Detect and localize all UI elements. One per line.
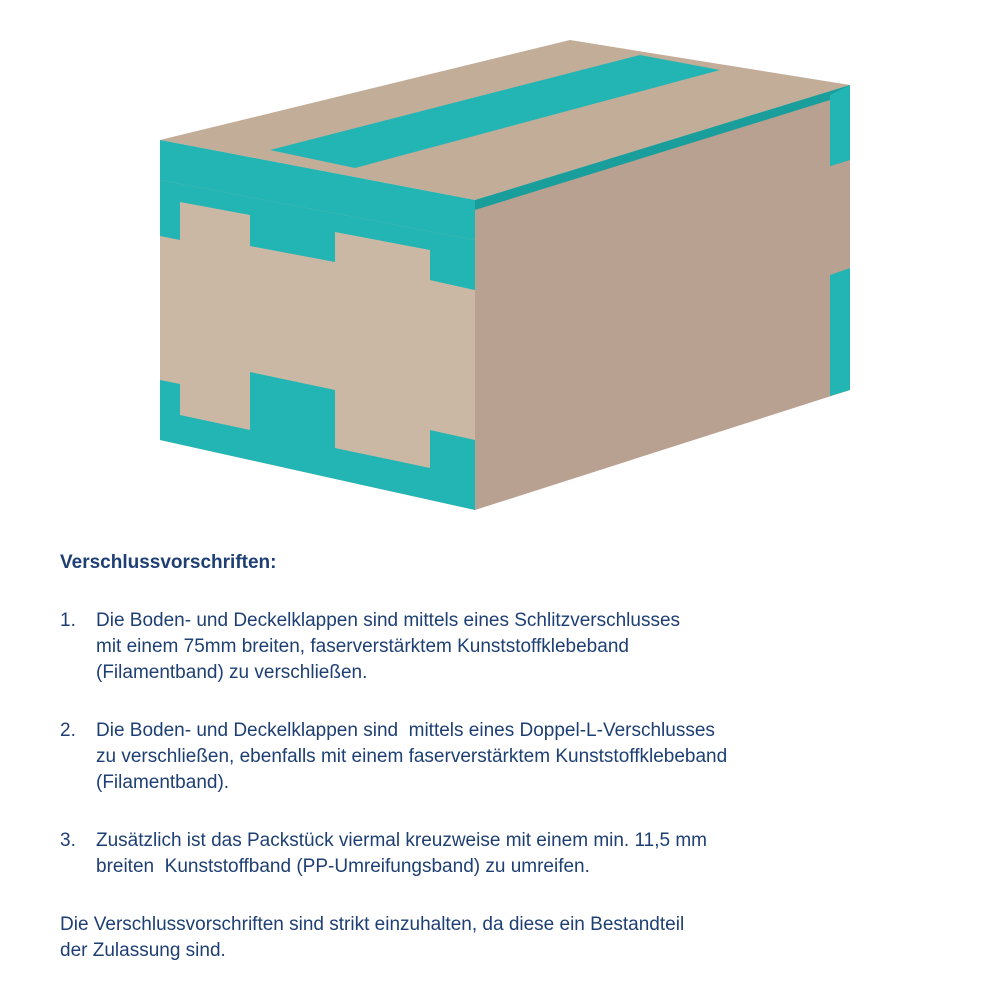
instructions-heading: Verschlussvorschriften: — [60, 552, 277, 573]
rule-text — [96, 608, 960, 686]
rule-line: (Filamentband). — [96, 772, 230, 793]
rule-line: breiten Kunststoffband (PP-Umreifungsband) zu umreifen. — [96, 856, 590, 877]
rule-text — [96, 718, 960, 796]
rule-number: 1. — [60, 610, 76, 631]
rule-line: (Filamentband) zu verschließen. — [96, 662, 368, 683]
rule-line: mit einem 75mm breiten, faserverstärktem Kunststoffklebeband — [96, 636, 629, 657]
rule-line: Die Boden- und Deckelklappen sind mittels eines Doppel-L-Verschlusses — [96, 720, 715, 741]
closure-instructions — [60, 550, 960, 964]
rule-number: 2. — [60, 720, 76, 741]
side-corner-bottom-tape — [830, 268, 850, 396]
rule-text — [96, 828, 960, 880]
footer-note — [60, 912, 960, 964]
rule-3 — [60, 828, 960, 880]
rule-line: zu verschließen, ebenfalls mit einem faserverstärktem Kunststoffklebeband — [96, 746, 728, 767]
rule-1 — [60, 608, 960, 686]
footer-line: der Zulassung sind. — [60, 940, 226, 961]
side-corner-top-tape — [830, 85, 850, 166]
rule-number: 3. — [60, 830, 76, 851]
footer-line: Die Verschlussvorschriften sind strikt einzuhalten, da diese ein Bestandteil — [60, 914, 685, 935]
rule-line: Die Boden- und Deckelklappen sind mittels eines Schlitzverschlusses — [96, 610, 681, 631]
rule-2 — [60, 718, 960, 796]
rule-line: Zusätzlich ist das Packstück viermal kreuzweise mit einem min. 11,5 mm — [96, 830, 707, 851]
